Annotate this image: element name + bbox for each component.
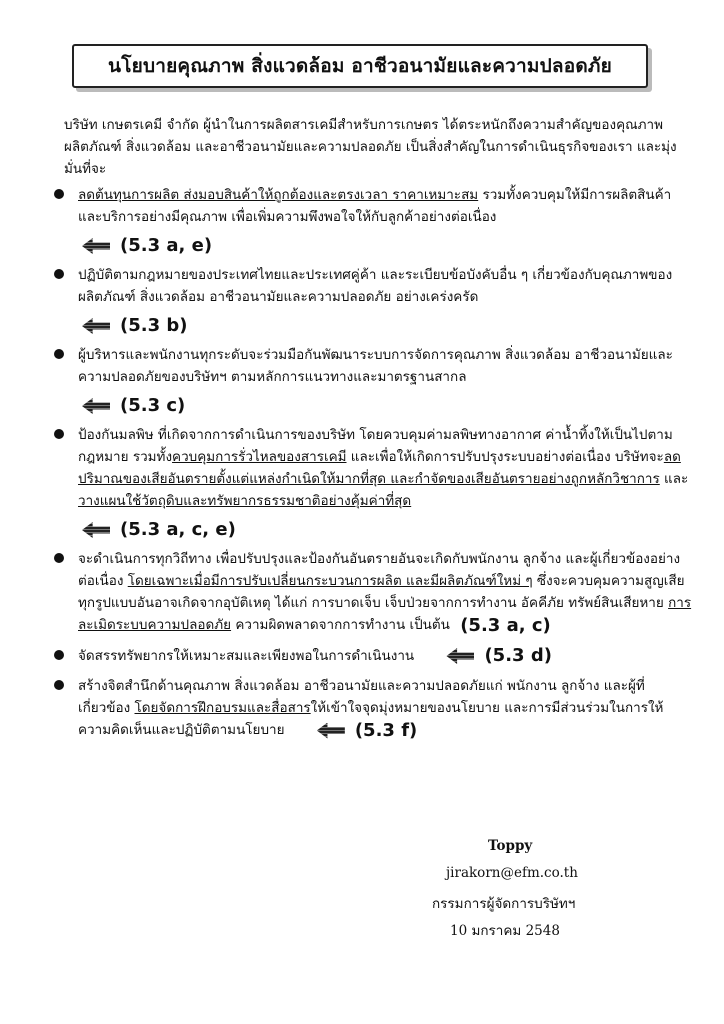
reference-marker xyxy=(454,615,551,637)
left-arrow-icon xyxy=(82,318,110,334)
reference-marker xyxy=(82,512,692,548)
item-text: และ xyxy=(659,471,689,487)
bullet-icon xyxy=(54,429,64,439)
item-text-underlined: โดยเฉพาะเมื่อมีการปรับเปลี่ยนกระบวนการผลิต และมีผลิตภัณฑ์ใหม่ ๆ xyxy=(127,573,533,589)
document-date: 10 มกราคม 2548 xyxy=(450,923,560,939)
item-text: ซึ่งจะควบคุมความสูญเสียทุกรูปแบบอันอาจเกิดจากอุบัติเหตุ ได้แก่ การบาดเจ็บ เจ็บป่วยจากการทำงาน อัคคีภัย ทรัพย์สินเสียหาย xyxy=(78,573,685,611)
policy-item-3 xyxy=(52,344,692,424)
reference-label: (5.3 a, c) xyxy=(460,614,551,636)
item-text-underlined: ลดต้นทุนการผลิต ส่งมอบสินค้าให้ถูกต้องและตรงเวลา ราคาเหมาะสม xyxy=(78,187,479,203)
item-text: ผู้บริหารและพนักงานทุกระดับจะร่วมมือกันพัฒนาระบบการจัดการคุณภาพ สิ่งแวดล้อม อาชีวอนามัยและความปลอดภัยของบริษัทฯ ตามหลักการแนวทางและมาตรฐานสากล xyxy=(78,347,673,385)
reference-marker xyxy=(82,308,692,344)
signer-email: jirakorn@efm.co.th xyxy=(446,865,578,881)
item-text-underlined: ควบคุมการรั่วไหลของสารเคมี xyxy=(172,449,347,465)
left-arrow-icon xyxy=(82,522,110,538)
item-text-underlined: วางแผนใช้วัตถุดิบและทรัพยากรธรรมชาติอย่างคุ้มค่าที่สุด xyxy=(78,493,412,509)
reference-label: (5.3 f) xyxy=(354,719,418,741)
reference-marker xyxy=(82,388,692,424)
bullet-icon xyxy=(54,269,64,279)
reference-label: (5.3 a, c, e) xyxy=(120,519,236,540)
item-text: ให้เข้าใจจุดมุ่งหมายของนโยบาย และการมีส่วนร่วมในการให้ความคิดเห็นและปฏิบัติตามนโยบาย xyxy=(78,700,664,738)
item-text-underlined: ลดปริมาณของเสียอันตรายตั้งแต่แหล่งกำเนิดให้มากที่สุด และกำจัดของเสียอันตรายอย่างถูกหลักวิชาการ xyxy=(78,449,681,487)
bullet-icon xyxy=(54,189,64,199)
policy-item-7 xyxy=(52,675,692,742)
intro-paragraph: บริษัท เกษตรเคมี จำกัด ผู้นำในการผลิตสารเคมีสำหรับการเกษตร ได้ตระหนักถึงความสำคัญของคุณภาพผลิตภัณฑ์ สิ่งแวดล้อม และอาชีวอนามัยและความปลอดภัย เป็นสิ่งสำคัญในการดำเนินธุรกิจของเรา และมุ่งมั่นที่จะ xyxy=(64,117,677,177)
left-arrow-icon xyxy=(317,723,345,739)
bullet-icon xyxy=(54,680,64,690)
signature-block xyxy=(432,838,692,946)
item-text: ปฏิบัติตามกฎหมายของประเทศไทยและประเทศคู่ค้า และระเบียบข้อบังคับอื่น ๆ เกี่ยวข้องกับคุณภาพของผลิตภัณฑ์ สิ่งแวดล้อม อาชีวอนามัยและความปลอดภัย อย่างเคร่งครัด xyxy=(78,267,673,305)
page-title: นโยบายคุณภาพ สิ่งแวดล้อม อาชีวอนามัยและความปลอดภัย xyxy=(108,55,612,77)
reference-label: (5.3 a, e) xyxy=(120,235,213,256)
bullet-icon xyxy=(54,553,64,563)
item-text: สร้างจิตสำนึกด้านคุณภาพ สิ่งแวดล้อม อาชีวอนามัยและความปลอดภัยแก่ พนักงาน ลูกจ้าง และผู้ที่เกี่ยวข้อง xyxy=(78,678,645,716)
signer-position: กรรมการผู้จัดการบริษัทฯ xyxy=(432,896,576,912)
item-text-underlined: โดยจัดการฝึกอบรมและสื่อสาร xyxy=(134,700,311,716)
reference-marker xyxy=(289,720,417,742)
item-text: และเพื่อให้เกิดการปรับปรุงระบบอย่างต่อเนื่อง บริษัทจะ xyxy=(346,449,664,465)
item-text: ความผิดพลาดจากการทำงาน เป็นต้น xyxy=(231,617,450,633)
reference-label: (5.3 c) xyxy=(120,395,186,416)
reference-marker xyxy=(82,228,692,264)
policy-item-2 xyxy=(52,264,692,344)
title-box xyxy=(72,44,648,88)
policy-item-5 xyxy=(52,548,692,637)
policy-list xyxy=(52,184,692,742)
signer-name: Toppy xyxy=(488,838,533,854)
reference-marker xyxy=(418,645,552,667)
left-arrow-icon xyxy=(446,648,474,664)
item-text: รวมทั้งควบคุมให้มีการผลิตสินค้า และบริการอย่างมีคุณภาพ เพื่อเพิ่มความพึงพอใจให้กับลูกค้าอย่างต่อเนื่อง xyxy=(78,187,672,225)
item-text: จะดำเนินการทุกวิถีทาง เพื่อปรับปรุงและป้องกันอันตรายอันจะเกิดกับพนักงาน ลูกจ้าง และผู้เกี่ยวข้องอย่างต่อเนื่อง xyxy=(78,551,681,589)
policy-item-1 xyxy=(52,184,692,264)
left-arrow-icon xyxy=(82,238,110,254)
item-text: จัดสรรทรัพยากรให้เหมาะสมและเพียงพอในการดำเนินงาน xyxy=(78,647,415,664)
policy-item-6 xyxy=(52,645,692,668)
item-text-underlined: การละเมิดระบบความปลอดภัย xyxy=(78,595,692,633)
bullet-icon xyxy=(54,650,64,660)
reference-label: (5.3 d) xyxy=(484,645,552,666)
bullet-icon xyxy=(54,349,64,359)
item-text: ป้องกันมลพิษ ที่เกิดจากการดำเนินการของบริษัท โดยควบคุมค่ามลพิษทางอากาศ ค่าน้ำทิ้งให้เป็นไปตามกฎหมาย รวมทั้ง xyxy=(78,427,673,465)
left-arrow-icon xyxy=(82,398,110,414)
policy-item-4 xyxy=(52,424,692,548)
reference-label: (5.3 b) xyxy=(120,315,188,336)
